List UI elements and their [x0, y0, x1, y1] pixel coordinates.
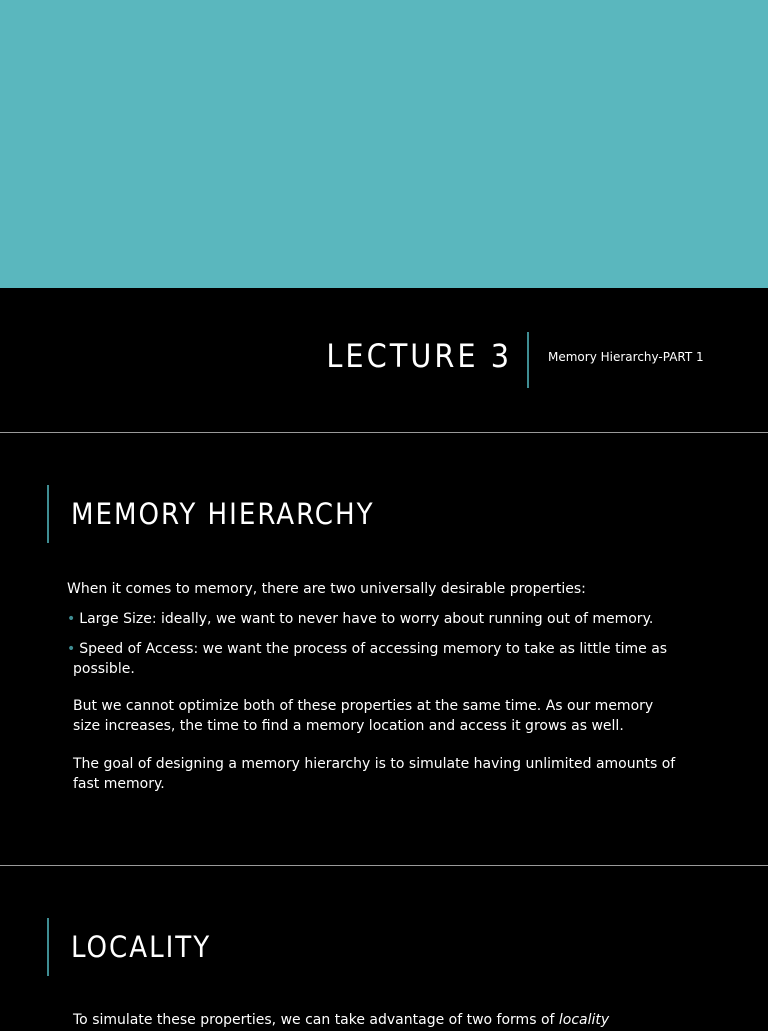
intro-text: When it comes to memory, there are two universally desirable properties:	[67, 581, 586, 597]
slide-separator	[0, 865, 768, 866]
bullet-text: Large Size: ideally, we want to never have to worry about running out of memory.	[79, 611, 654, 627]
bullet-item-speed-of-access	[67, 640, 677, 679]
heading-accent-bar	[47, 918, 49, 976]
title-slide-banner	[0, 0, 768, 288]
bullet-item-large-size	[67, 610, 677, 630]
lecture-subtitle: Memory Hierarchy-PART 1	[548, 350, 704, 364]
section-heading-locality: LOCALITY	[71, 930, 212, 964]
paragraph-tradeoff: But we cannot optimize both of these properties at the same time. As our memory size increases, the time to find a memory location and access it grows as well.	[73, 698, 654, 734]
paragraph-locality	[73, 1011, 683, 1031]
heading-accent-bar	[47, 485, 49, 543]
paragraph-goal: The goal of designing a memory hierarchy is to simulate having unlimited amounts of fast memory.	[73, 756, 676, 792]
bullet-text-line2: possible.	[73, 660, 135, 677]
slide-separator	[0, 432, 768, 433]
bullet-dot-icon: •	[67, 611, 76, 627]
bullet-dot-icon: •	[67, 641, 76, 657]
bullet-text-line1: Speed of Access: we want the process of accessing memory to take as little time as	[79, 641, 668, 657]
paragraph-locality-text: To simulate these properties, we can take advantage of two forms of	[73, 1012, 559, 1028]
section-heading-memory-hierarchy: MEMORY HIERARCHY	[71, 497, 375, 531]
lecture-title: LECTURE 3	[326, 337, 512, 375]
locality-emphasis: locality	[558, 1012, 610, 1028]
title-divider	[527, 332, 529, 388]
